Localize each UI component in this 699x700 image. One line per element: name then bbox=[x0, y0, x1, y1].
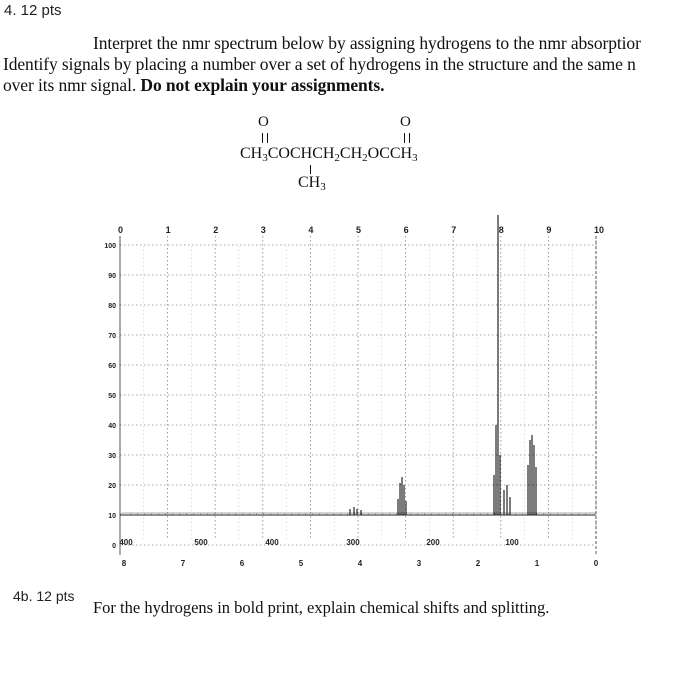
spectrum-grid bbox=[120, 236, 596, 555]
hz-label: 300 bbox=[346, 538, 360, 547]
top-scale-label: 1 bbox=[165, 225, 171, 235]
bottom-scale-label: 4 bbox=[357, 559, 363, 568]
structure-main-chain: $CH_3COCHCH_2CH_2OCCH_3$ bbox=[240, 145, 418, 164]
top-scale-label: 10 bbox=[594, 225, 605, 235]
bottom-scale-label: 6 bbox=[239, 559, 245, 568]
y-scale-label: 10 bbox=[108, 513, 116, 520]
part-b-question: For the hydrogens in bold print, explain chemical shifts and splitting. bbox=[93, 598, 550, 617]
top-scale-label: 4 bbox=[308, 225, 314, 235]
y-scale-label: 50 bbox=[108, 393, 116, 400]
question-line-1: Interpret the nmr spectrum below by assigning hydrogens to the nmr absorptior bbox=[93, 33, 641, 53]
y-scale-label: 80 bbox=[108, 303, 116, 310]
y-scale-label: 40 bbox=[108, 423, 116, 430]
bottom-scale-label: 2 bbox=[475, 559, 481, 568]
top-scale-label: 5 bbox=[356, 225, 362, 235]
carbonyl-oxygen-left: O bbox=[258, 114, 269, 130]
y-scale-label: 100 bbox=[104, 243, 116, 250]
bottom-scale-label: 0 bbox=[593, 559, 599, 568]
structure-methyl-branch: $CH_3$ bbox=[298, 174, 326, 193]
question-line-3-bold: Do not explain your assignments. bbox=[140, 75, 385, 95]
bottom-scale-label: 5 bbox=[298, 559, 304, 568]
y-scale-label: 0 bbox=[112, 543, 116, 550]
top-scale-label: 3 bbox=[260, 225, 266, 235]
y-scale-label: 20 bbox=[108, 483, 116, 490]
bottom-scale-label: 7 bbox=[180, 559, 186, 568]
top-scale-label: 7 bbox=[451, 225, 457, 235]
carbonyl-oxygen-right: O bbox=[400, 114, 411, 130]
y-scale-label: 70 bbox=[108, 333, 116, 340]
top-scale-label: 2 bbox=[213, 225, 219, 235]
bottom-scale-label: 1 bbox=[534, 559, 540, 568]
part-b-points-label: 4b. 12 pts bbox=[13, 588, 75, 604]
hz-label: 200 bbox=[426, 538, 440, 547]
hz-label: 500 bbox=[194, 538, 208, 547]
top-scale-label: 8 bbox=[498, 225, 504, 235]
hz-label: 100 bbox=[505, 538, 519, 547]
corner-hz-label: 400 bbox=[119, 538, 133, 547]
bottom-scale-label: 3 bbox=[416, 559, 422, 568]
hz-label: 400 bbox=[265, 538, 279, 547]
bottom-scale-label: 8 bbox=[121, 559, 127, 568]
question-line-3-text: over its nmr signal. bbox=[3, 75, 137, 95]
y-scale-label: 60 bbox=[108, 363, 116, 370]
y-scale-label: 90 bbox=[108, 273, 116, 280]
question-points-label: 4. 12 pts bbox=[4, 2, 62, 19]
top-scale-label: 6 bbox=[403, 225, 409, 235]
spectrum-scales bbox=[104, 225, 604, 568]
top-scale-label: 0 bbox=[118, 225, 124, 235]
y-scale-label: 30 bbox=[108, 453, 116, 460]
question-line-2: Identify signals by placing a number over a set of hydrogens in the structure and the same n bbox=[3, 54, 636, 74]
top-scale-label: 9 bbox=[546, 225, 552, 235]
